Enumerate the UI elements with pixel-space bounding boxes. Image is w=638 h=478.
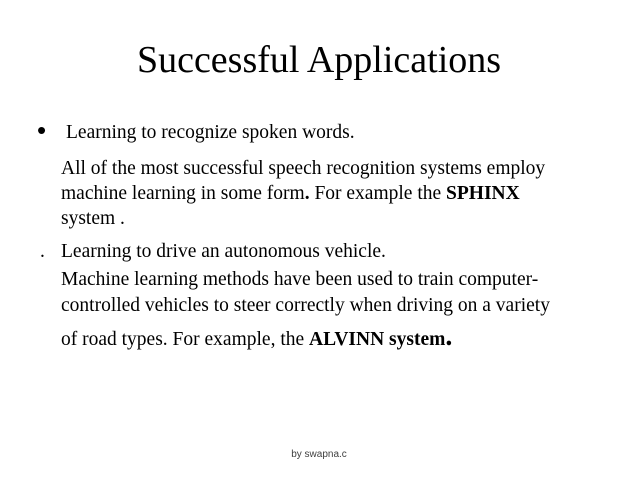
- bullet-2-text-line-1: Machine learning methods have been used to train computer-: [61, 269, 539, 290]
- sphinx-bold: SPHINX: [446, 183, 520, 204]
- bullet-1-text-line-2: [61, 182, 520, 206]
- bullet-1-heading: Learning to recognize spoken words.: [66, 122, 355, 143]
- bullet-1-text-line-2-part-c: For example the: [309, 183, 447, 204]
- bullet-2-marker: .: [40, 241, 45, 262]
- bullet-1-text-line-1: All of the most successful speech recognition systems employ: [61, 158, 546, 179]
- bullet-2-heading: Learning to drive an autonomous vehicle.: [61, 241, 386, 262]
- bullet-2-text-line-2: controlled vehicles to steer correctly when driving on a variety: [61, 295, 550, 316]
- bullet-2-text-line-3: [61, 321, 453, 352]
- bullet-2-text-line-3-part-a: of road types. For example, the: [61, 329, 310, 350]
- bullet-marker: •: [37, 115, 47, 145]
- bullet-1-text-line-3: system .: [61, 208, 125, 229]
- slide-title: Successful Applications: [136, 39, 502, 81]
- bullet-1-bold-period: .: [304, 183, 310, 204]
- bullet-1-text-line-2-part-a: machine learning in some form: [61, 183, 305, 204]
- footer-author: by swapna.c: [291, 449, 347, 460]
- alvinn-period: .: [445, 321, 453, 352]
- alvinn-bold: ALVINN system: [309, 329, 446, 350]
